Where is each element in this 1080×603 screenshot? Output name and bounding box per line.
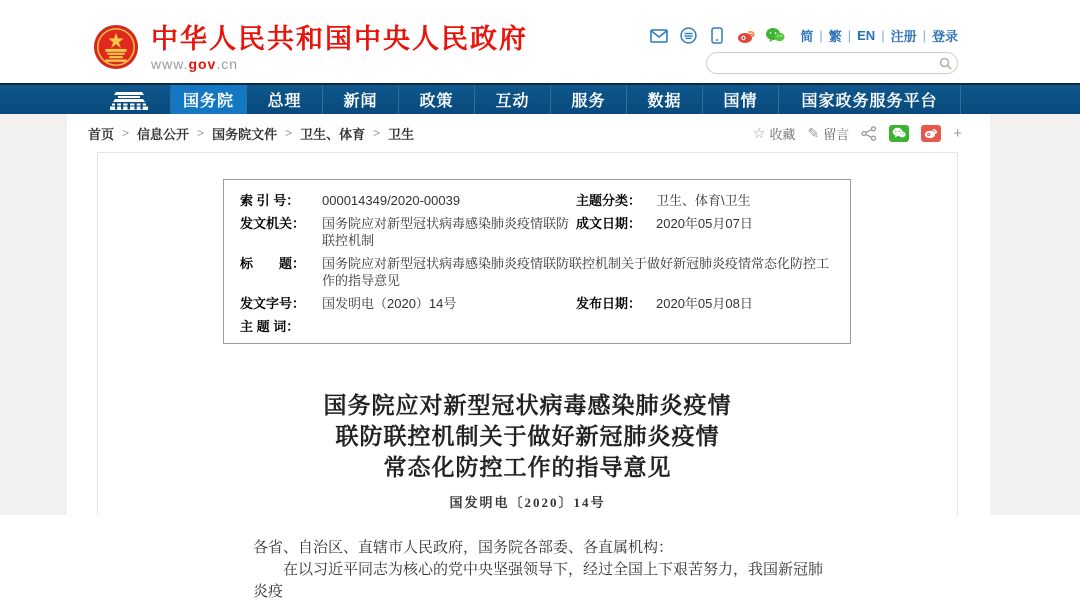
breadcrumb-divider: > [373,126,381,140]
breadcrumb-health[interactable]: 卫生 [388,126,415,142]
mobile-icon[interactable] [707,27,727,45]
document-paragraph: 在以习近平同志为核心的党中央坚强领导下，经过全国上下艰苦努力，我国新冠肺炎疫 [253,562,824,600]
search-box [706,52,958,74]
share-icon[interactable] [861,126,877,141]
nav-item-data[interactable]: 数据 [627,85,703,114]
nav-item-national-conditions[interactable]: 国情 [703,85,779,114]
site-title: 中华人民共和国中央人民政府 [151,24,528,54]
mail-icon[interactable] [649,27,669,45]
wap-icon[interactable] [678,27,698,45]
nav-home-tiananmen-gate-icon[interactable] [88,85,171,114]
share-wechat-icon[interactable] [889,125,909,142]
nav-item-premier[interactable]: 总理 [247,85,323,114]
document-meta-grid [240,192,834,335]
meta-topic-label: 主题分类： [576,193,642,208]
breadcrumb-home[interactable]: 首页 [88,126,115,142]
lang-and-account-links [800,26,958,45]
breadcrumb-state-council-docs[interactable]: 国务院文件 [212,126,278,142]
meta-doc-no-value: 国发明电（2020）14号 [322,296,457,311]
document-title-line2: 联防联控机制关于做好新冠肺炎疫情 [335,424,720,449]
meta-title-value: 国务院应对新型冠状病毒感染肺炎疫情联防联控机制关于做好新冠肺炎疫情常态化防控工作的指导意见 [322,256,830,288]
meta-index-label: 索 引 号： [240,193,300,208]
meta-date-written-label: 成文日期： [576,216,642,231]
lang-simplified-link[interactable]: 简 [800,29,814,44]
nav-item-gov-service-platform[interactable]: 国家政务服务平台 [779,85,961,114]
breadcrumb-info-disclosure[interactable]: 信息公开 [137,126,190,142]
search-icon[interactable] [933,53,957,73]
lang-english-link[interactable]: EN [857,28,876,43]
site-url [151,56,528,72]
nav-item-news[interactable]: 新闻 [323,85,399,114]
nav-item-interaction[interactable]: 互动 [475,85,551,114]
url-www: www. [151,56,189,72]
content-area [67,114,990,600]
meta-doc-no-label: 发文字号： [240,296,306,311]
meta-title-label: 标 题： [240,256,306,271]
meta-agency-label: 发文机关： [240,216,306,231]
main-nav [0,83,1080,114]
meta-topic-value: 卫生、体育\卫生 [656,193,751,208]
meta-date-written-value: 2020年05月07日 [656,216,753,231]
breadcrumb-divider: > [122,126,130,140]
breadcrumb-divider: > [197,126,205,140]
url-cn: .cn [216,56,239,72]
share-more-button[interactable]: + [953,124,962,142]
brand-text [151,24,528,72]
nav-item-policy[interactable]: 政策 [399,85,475,114]
divider: | [819,28,823,43]
lang-traditional-link[interactable]: 繁 [828,29,842,44]
header-quick-links [649,26,958,45]
meta-date-pub-value: 2020年05月08日 [656,296,753,311]
register-link[interactable]: 注册 [890,29,917,44]
weibo-icon[interactable] [736,27,756,45]
comment-button[interactable] [807,124,849,143]
comment-label: 留言 [823,126,850,142]
login-link[interactable]: 登录 [931,29,958,44]
meta-index-value: 000014349/2020-00039 [322,193,461,208]
nav-item-state-council[interactable]: 国务院 [171,85,247,114]
document-meta-box [223,179,851,344]
divider: | [881,28,885,43]
nav-item-services[interactable]: 服务 [551,85,627,114]
star-icon: ☆ [752,124,766,141]
document-salutation: 各省、自治区、直辖市人民政府，国务院各部委、各直属机构： [253,540,674,556]
document-panel [97,152,958,600]
favorite-label: 收藏 [769,126,796,142]
page-body [0,114,1080,600]
meta-date-pub-label: 发布日期： [576,296,642,311]
breadcrumb-health-sports[interactable]: 卫生、体育 [300,126,366,142]
share-weibo-icon[interactable] [921,125,941,142]
document-heading [98,390,957,511]
site-header [0,0,1080,83]
pencil-icon: ✎ [807,124,820,141]
national-emblem-icon [93,24,139,70]
meta-agency-value: 国务院应对新型冠状病毒感染肺炎疫情联防联控机制 [322,216,570,248]
main-nav-items [88,85,961,114]
page-tools [753,124,962,143]
site-brand[interactable] [93,24,528,72]
breadcrumb-divider: > [285,126,293,140]
document-body [98,537,957,603]
meta-keywords-label: 主 题 词： [240,319,300,334]
breadcrumb-row [67,114,990,152]
document-title-line1: 国务院应对新型冠状病毒感染肺炎疫情 [323,393,732,418]
divider: | [922,28,926,43]
divider: | [847,28,852,43]
search-input[interactable] [707,54,933,72]
wechat-icon[interactable] [765,27,785,45]
breadcrumb [88,124,414,143]
document-title-line3: 常态化防控工作的指导意见 [383,455,672,480]
url-gov: gov [188,56,217,72]
document-number: 国发明电〔2020〕14号 [449,495,606,510]
favorite-button[interactable] [753,124,796,143]
document-title [98,390,957,483]
